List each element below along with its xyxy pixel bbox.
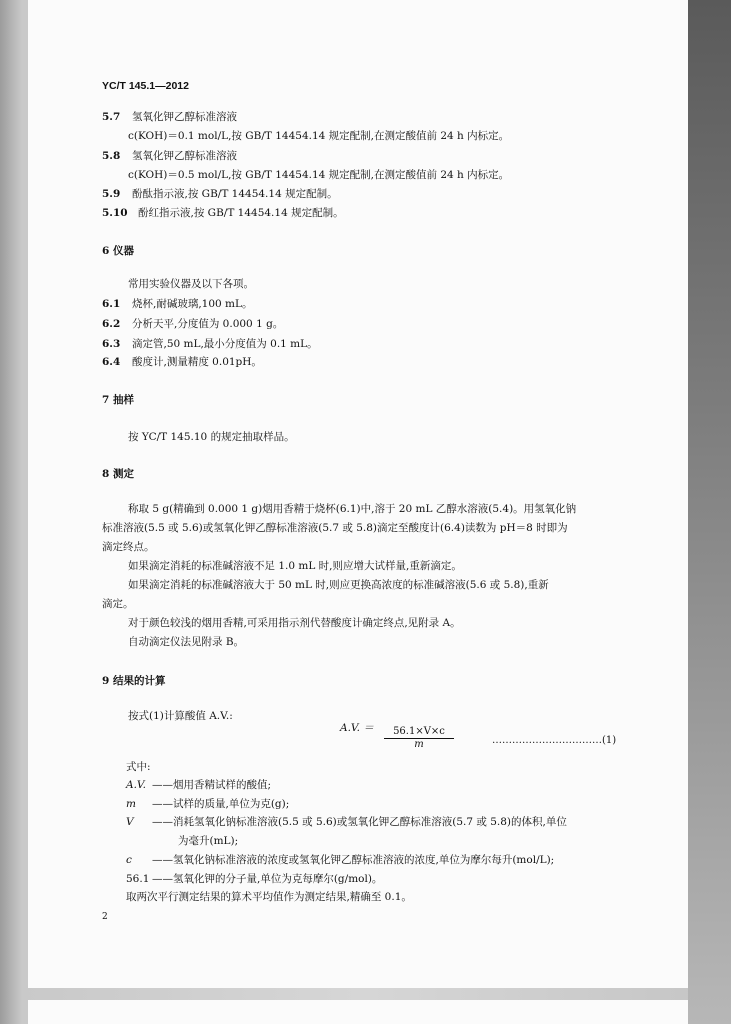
item-6-1-text: 烧杯,耐碱玻璃,100 mL。 xyxy=(132,298,253,310)
def-text-v-cont: 为毫升(mL); xyxy=(178,835,239,847)
section-9-conclusion: 取两次平行测定结果的算术平均值作为测定结果,精确至 0.1。 xyxy=(126,891,412,903)
def-text-av: ——烟用香精试样的酸值; xyxy=(152,779,272,791)
section-9-heading: 9 结果的计算 xyxy=(102,675,166,687)
item-6-1-num: 6.1 xyxy=(102,298,121,310)
section-5-10-text: 酚红指示液,按 GB/T 14454.14 规定配制。 xyxy=(138,207,344,219)
section-8-heading: 8 测定 xyxy=(102,468,134,480)
def-sym-v: V xyxy=(126,816,134,828)
formula-numerator: 56.1×V×c xyxy=(384,726,454,739)
def-text-v: ——消耗氢氧化钠标准溶液(5.5 或 5.6)或氢氧化钾乙醇标准溶液(5.7 或 5.8)的体积,单位 xyxy=(152,816,567,828)
section-8-p1-line1: 称取 5 g(精确到 0.000 1 g)烟用香精于烧杯(6.1)中,溶于 20 mL 乙醇水溶液(5.4)。用氢氧化钠 xyxy=(128,503,577,515)
section-5-7-num: 5.7 xyxy=(102,111,121,123)
next-page-top xyxy=(28,1000,688,1024)
document-page xyxy=(28,0,688,988)
section-8-p5: 自动滴定仪法见附录 B。 xyxy=(128,636,245,648)
def-sym-c: c xyxy=(126,854,132,866)
def-text-m: ——试样的质量,单位为克(g); xyxy=(152,798,290,810)
formula-number: ……………………………(1) xyxy=(492,735,617,746)
formula-fraction xyxy=(384,726,454,750)
section-5-9-num: 5.9 xyxy=(102,188,121,200)
section-6-intro: 常用实验仪器及以下各项。 xyxy=(128,278,254,290)
section-8-p3-line2: 滴定。 xyxy=(102,598,134,610)
def-sym-56-1: 56.1 xyxy=(126,873,150,885)
section-7-text: 按 YC/T 145.10 的规定抽取样品。 xyxy=(128,431,295,443)
item-6-4-text: 酸度计,测量精度 0.01pH。 xyxy=(132,356,262,368)
section-5-7-title: 氢氧化钾乙醇标准溶液 xyxy=(132,111,237,123)
def-text-56-1: ——氢氧化钾的分子量,单位为克每摩尔(g/mol)。 xyxy=(152,873,383,885)
section-8-p1-line3: 滴定终点。 xyxy=(102,541,155,553)
formula-lhs: A.V. ＝ xyxy=(340,722,374,734)
item-6-4-num: 6.4 xyxy=(102,356,121,368)
def-sym-av: A.V. xyxy=(126,779,147,791)
section-5-10-num: 5.10 xyxy=(102,207,128,219)
section-5-8-text: c(KOH)＝0.5 mol/L,按 GB/T 14454.14 规定配制,在测定酸值前 24 h 内标定。 xyxy=(128,169,510,181)
def-sym-m: m xyxy=(126,798,136,810)
section-7-heading: 7 抽样 xyxy=(102,394,134,406)
item-6-2-text: 分析天平,分度值为 0.000 1 g。 xyxy=(132,318,284,330)
formula-denominator: m xyxy=(414,739,424,750)
section-8-p1-line2: 标准溶液(5.5 或 5.6)或氢氧化钾乙醇标准溶液(5.7 或 5.8)滴定至酸度计(6.4)读数为 pH＝8 时即为 xyxy=(102,522,568,534)
section-8-p4: 对于颜色较浅的烟用香精,可采用指示剂代替酸度计确定终点,见附录 A。 xyxy=(128,617,461,629)
where-label: 式中: xyxy=(126,761,151,773)
item-6-3-text: 滴定管,50 mL,最小分度值为 0.1 mL。 xyxy=(132,338,318,350)
def-text-c: ——氢氧化钠标准溶液的浓度或氢氧化钾乙醇标准溶液的浓度,单位为摩尔每升(mol/L); xyxy=(152,854,555,866)
section-9-intro: 按式(1)计算酸值 A.V.: xyxy=(128,710,233,722)
section-8-p3-line1: 如果滴定消耗的标准碱溶液大于 50 mL 时,则应更换高浓度的标准碱溶液(5.6 或 5.8),重新 xyxy=(128,579,549,591)
section-5-9-text: 酚酞指示液,按 GB/T 14454.14 规定配制。 xyxy=(132,188,338,200)
section-8-p2: 如果滴定消耗的标准碱溶液不足 1.0 mL 时,则应增大试样量,重新滴定。 xyxy=(128,560,462,572)
viewer-edge xyxy=(688,0,731,1024)
item-6-3-num: 6.3 xyxy=(102,338,121,350)
section-6-heading: 6 仪器 xyxy=(102,245,134,257)
page-number: 2 xyxy=(102,912,108,922)
section-5-8-title: 氢氧化钾乙醇标准溶液 xyxy=(132,150,237,162)
section-5-8-num: 5.8 xyxy=(102,150,121,162)
item-6-2-num: 6.2 xyxy=(102,318,121,330)
section-5-7-text: c(KOH)＝0.1 mol/L,按 GB/T 14454.14 规定配制,在测定酸值前 24 h 内标定。 xyxy=(128,130,510,142)
doc-code: YC/T 145.1—2012 xyxy=(102,80,189,92)
